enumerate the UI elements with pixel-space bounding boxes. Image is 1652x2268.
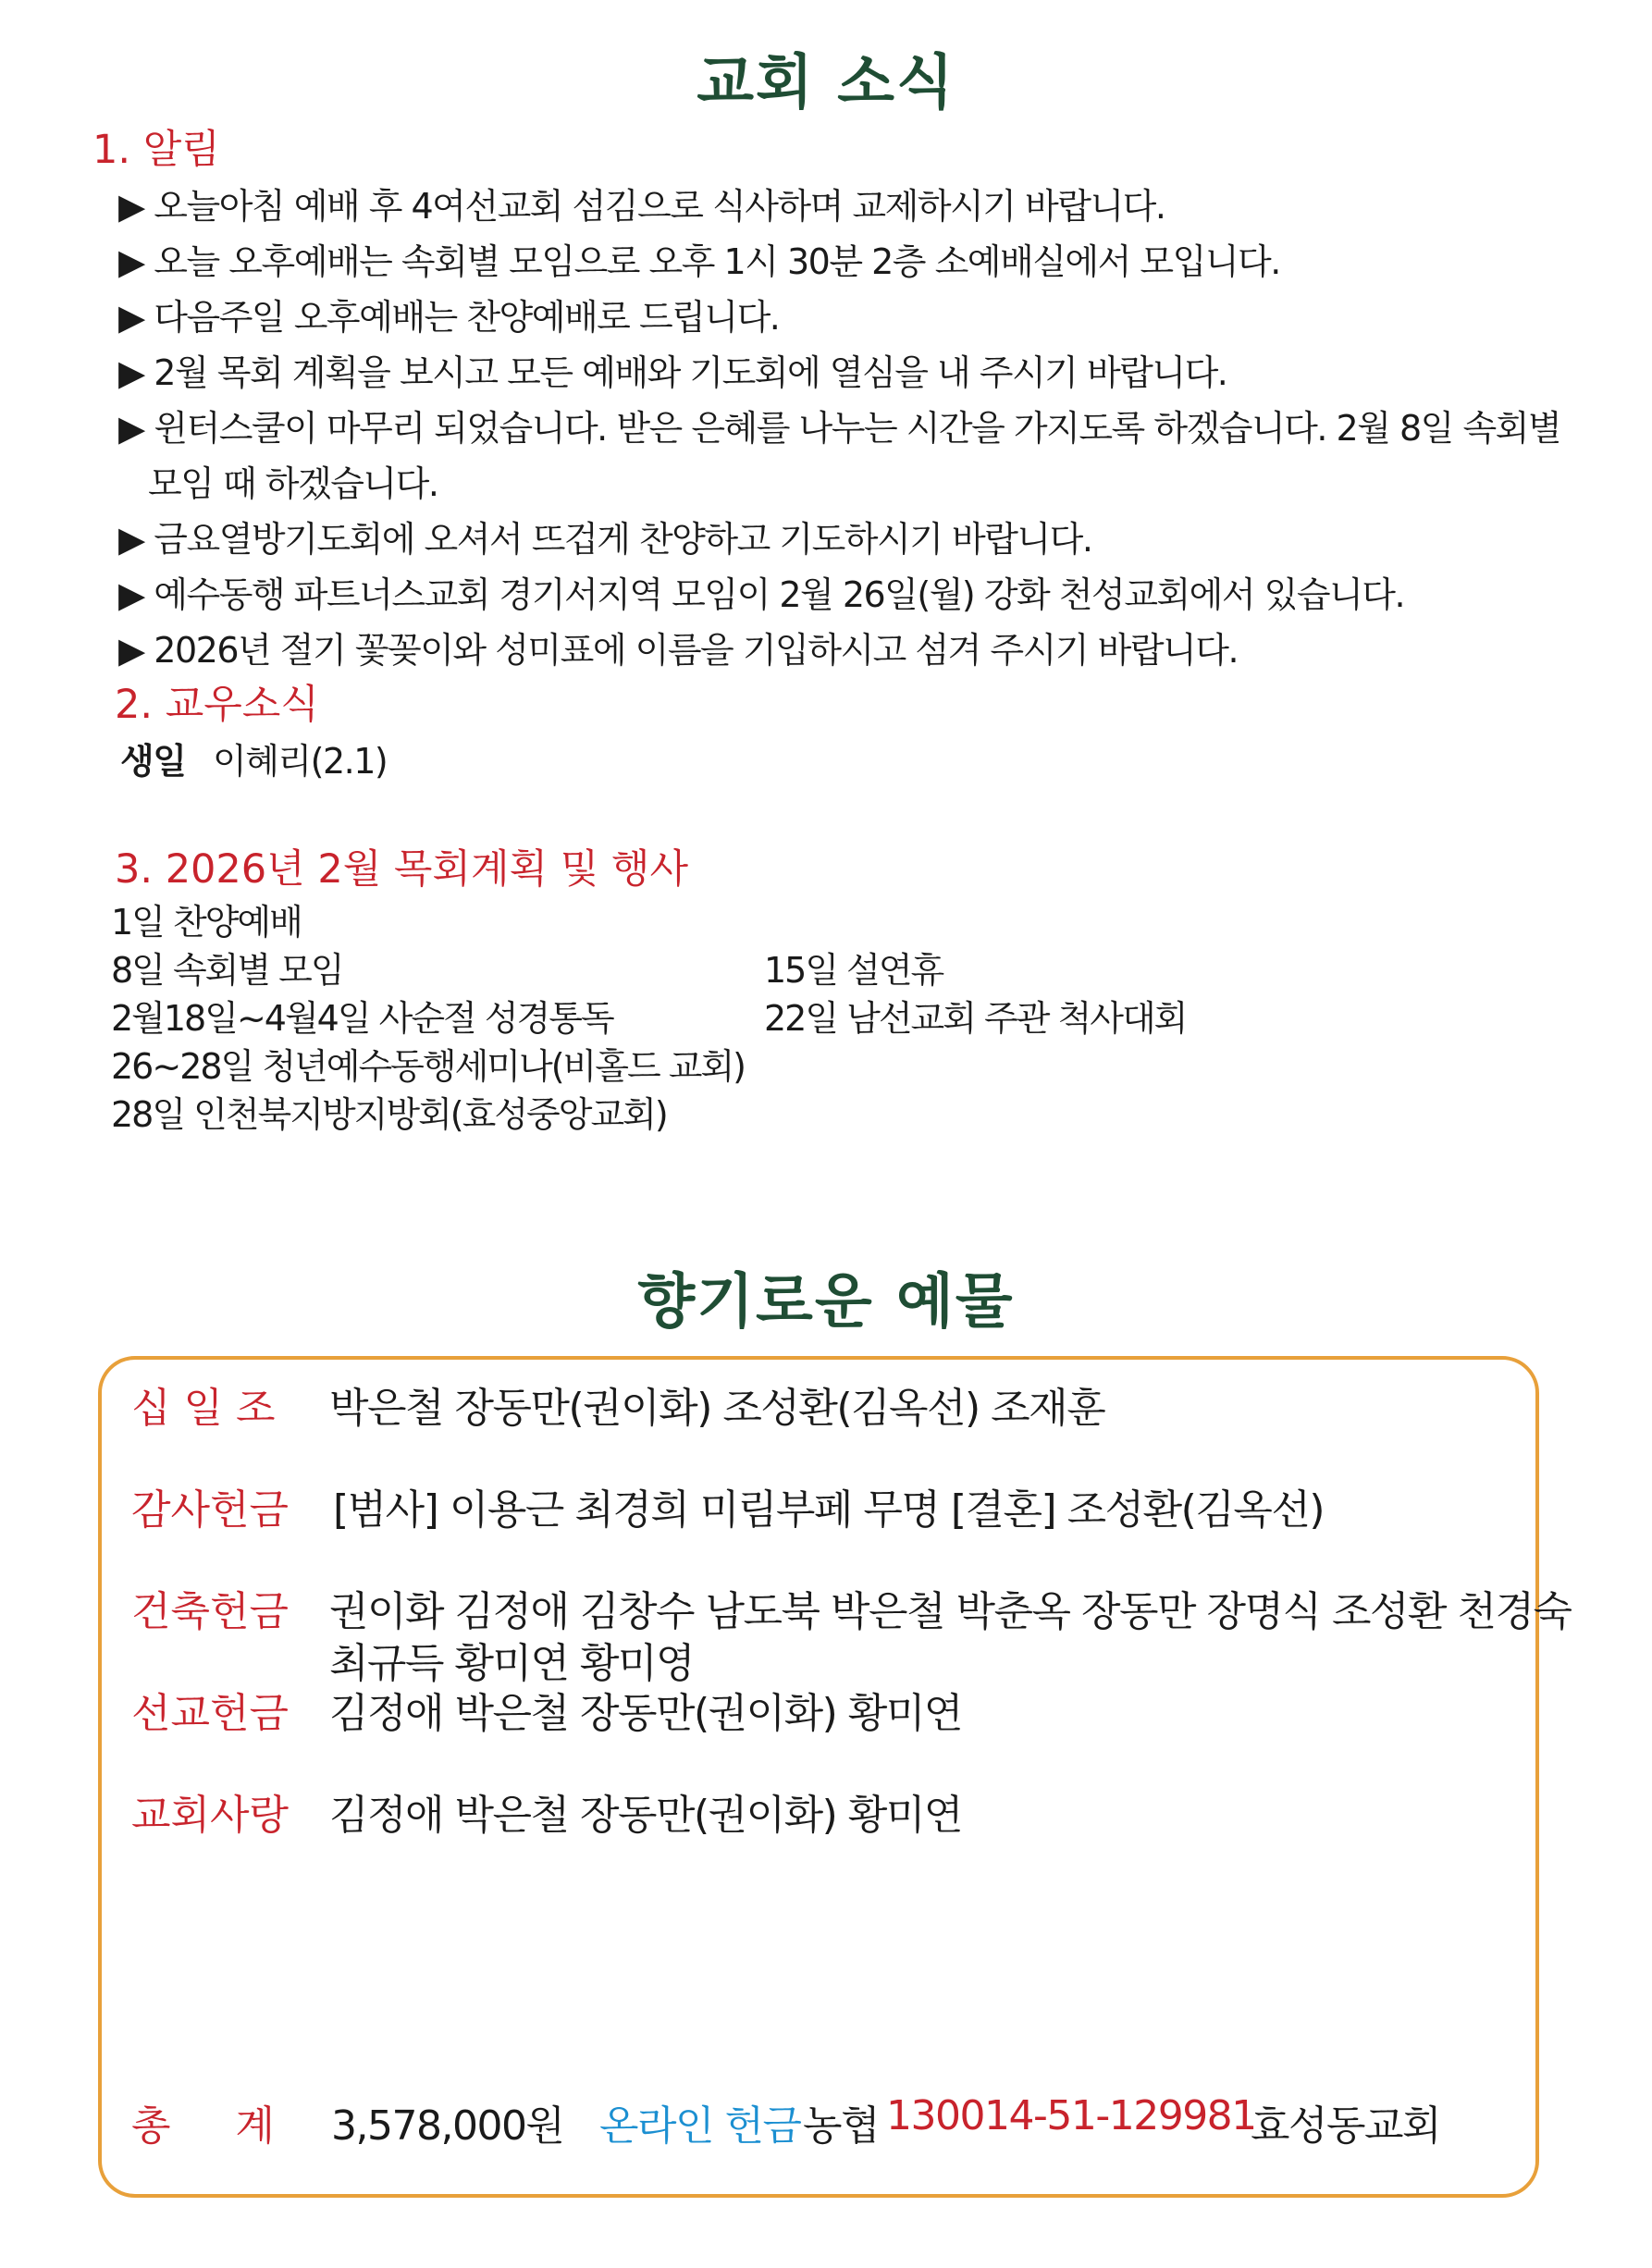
list-item: ▶ 다음주일 오후예배는 찬양예배로 드립니다.	[118, 297, 780, 338]
offering-value-tithe: 박은철 장동만(권이화) 조성환(김옥선) 조재훈	[329, 1385, 1105, 1432]
list-item: 28일 인천북지방지방회(효성중앙교회)	[111, 1094, 667, 1135]
bank-name: 농협	[803, 2102, 880, 2150]
list-item: 26~28일 청년예수동행세미나(비홀드 교회)	[111, 1046, 745, 1087]
list-item: 8일 속회별 모임	[111, 950, 343, 991]
list-item: ▶ 오늘 오후예배는 속회별 모임으로 오후 1시 30분 2층 소예배실에서 모입니다.	[118, 241, 1280, 282]
news-title: 교회 소식	[697, 49, 955, 117]
total-label: 총 계	[131, 2102, 275, 2150]
offering-title: 향기로운 예물	[637, 1268, 1015, 1337]
offering-label-mission: 선교헌금	[131, 1690, 290, 1737]
members-heading: 2. 교우소식	[115, 682, 319, 728]
plan-heading: 3. 2026년 2월 목회계획 및 행사	[115, 846, 688, 893]
total-amount: 3,578,000원	[331, 2102, 564, 2150]
list-item: 1일 찬양예배	[111, 902, 302, 943]
offering-label-thanks: 감사헌금	[131, 1486, 290, 1534]
list-item: ▶ 금요열방기도회에 오셔서 뜨겁게 찬양하고 기도하시기 바랍니다.	[118, 519, 1092, 560]
offering-label-tithe: 십 일 조	[131, 1385, 276, 1432]
offering-value-thanks: [범사] 이용근 최경희 미림부페 무명 [결혼] 조성환(김옥선)	[333, 1486, 1324, 1534]
offering-value-building: 권이화 김정애 김창수 남도북 박은철 박춘옥 장동만 장명식 조성환 천경숙	[329, 1588, 1572, 1635]
offering-label-building: 건축헌금	[131, 1588, 290, 1635]
list-item: ▶ 2026년 절기 꽃꽂이와 성미표에 이름을 기입하시고 섬겨 주시기 바랍니다.	[118, 630, 1239, 671]
list-item: 2월18일~4월4일 사순절 성경통독	[111, 998, 613, 1039]
offering-label-church-love: 교회사랑	[131, 1792, 290, 1839]
list-item: ▶ 오늘아침 예배 후 4여선교회 섬김으로 식사하며 교제하시기 바랍니다.	[118, 186, 1165, 227]
offering-value-building-cont: 최규득 황미연 황미영	[329, 1640, 695, 1687]
account-holder: 효성동교회	[1251, 2102, 1441, 2150]
list-item: 15일 설연휴	[764, 950, 943, 991]
birthday-label: 생일	[120, 741, 186, 782]
list-item: ▶ 2월 목회 계획을 보시고 모든 예배와 기도회에 열심을 내 주시기 바랍니다.	[118, 352, 1227, 393]
birthday-value: 이혜리(2.1)	[213, 741, 388, 782]
online-offering-label: 온라인 헌금	[599, 2102, 801, 2150]
notices-heading: 1. 알림	[92, 127, 220, 173]
list-item: 22일 남선교회 주관 척사대회	[764, 998, 1187, 1039]
list-item: 모임 때 하겠습니다.	[148, 463, 438, 504]
list-item: ▶ 윈터스쿨이 마무리 되었습니다. 받은 은혜를 나누는 시간을 가지도록 하겠습니다. 2월 8일 속회별	[118, 408, 1561, 449]
offering-value-church-love: 김정애 박은철 장동만(권이화) 황미연	[329, 1792, 962, 1839]
list-item: ▶ 예수동행 파트너스교회 경기서지역 모임이 2월 26일(월) 강화 천성교회에서 있습니다.	[118, 574, 1405, 615]
offering-value-mission: 김정애 박은철 장동만(권이화) 황미연	[329, 1690, 962, 1737]
account-number: 130014-51-129981	[886, 2092, 1256, 2139]
